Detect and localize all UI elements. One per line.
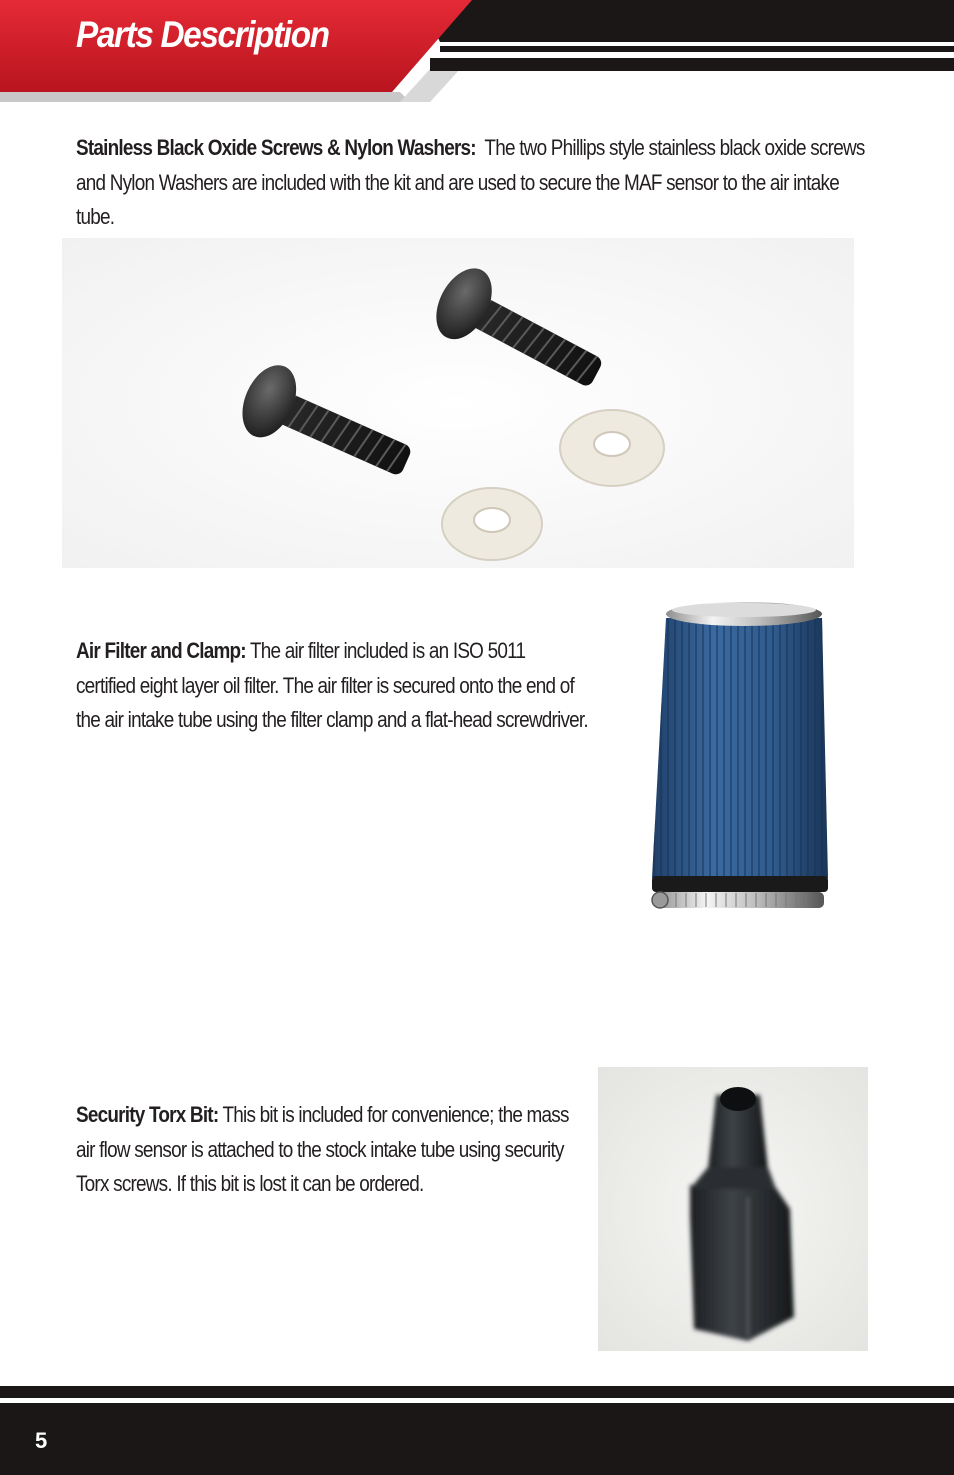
section-filter-body: The air filter included is an ISO 5011 certified eight layer oil filter. The air filter is secured onto the end of the air intake tube using the filter clamp and a flat-head screwdriver. xyxy=(76,638,588,733)
section-screws-heading: Stainless Black Oxide Screws & Nylon Washers: xyxy=(76,135,476,160)
page-header xyxy=(0,0,954,105)
section-filter-heading: Air Filter and Clamp: xyxy=(76,638,246,663)
section-torx-body: This bit is included for convenience; the mass air flow sensor is attached to the stock intake tube using security Torx screws. If this bit is lost it can be ordered. xyxy=(76,1102,569,1197)
page-number: 5 xyxy=(35,1428,48,1453)
footer-band-graphic xyxy=(0,1386,954,1475)
page-title: Parts Description xyxy=(76,14,329,55)
air-filter-photo xyxy=(646,596,830,926)
section-torx-heading: Security Torx Bit: xyxy=(76,1102,219,1127)
page-footer xyxy=(0,1386,954,1475)
screws-and-washers-photo xyxy=(62,238,854,568)
torx-bit-photo xyxy=(598,1067,868,1351)
section-filter-text xyxy=(76,634,589,738)
section-screws-text xyxy=(76,131,876,235)
section-screws-body: The two Phillips style stainless black oxide screws and Nylon Washers are included with the kit and are used to secure the MAF sensor to the air intake tube. xyxy=(76,135,865,230)
section-torx-text xyxy=(76,1098,589,1202)
